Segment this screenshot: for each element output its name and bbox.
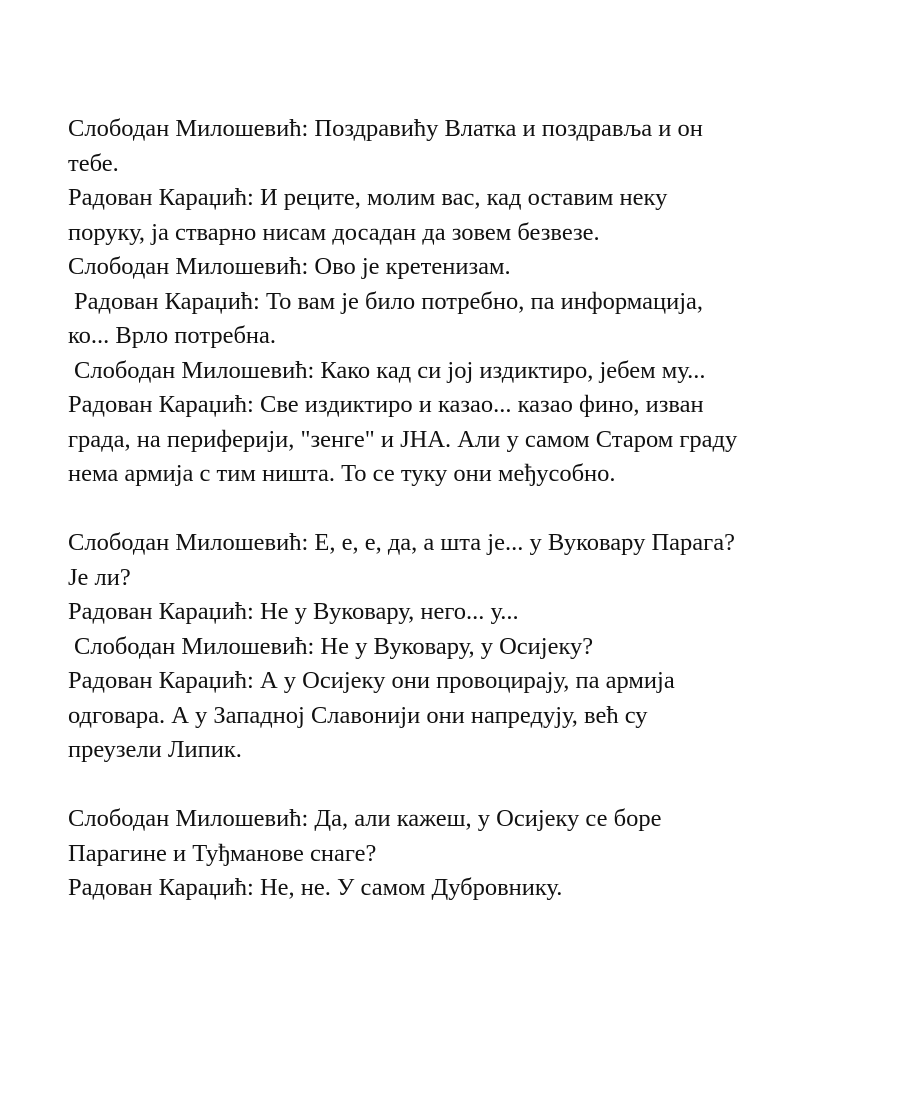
transcript-line: Слободан Милошевић: Не у Вуковару, у Осијеку? <box>74 632 594 660</box>
transcript-line: преузели Липик. <box>68 736 242 763</box>
transcript-line: Радован Караџић: Не, не. У самом Дубровнику. <box>68 874 563 901</box>
transcript-line: Слободан Милошевић: Како кад си јој издиктиро, јебем му... <box>74 356 706 384</box>
transcript-line: Радован Караџић: И реците, молим вас, кад оставим неку <box>68 184 668 211</box>
transcript-text <box>68 112 858 906</box>
transcript-line: тебе. <box>68 149 119 177</box>
transcript-line: Слободан Милошевић: Да, али кажеш, у Осијеку се боре <box>68 805 662 832</box>
transcript-line: Радован Караџић: Не у Вуковару, него... у... <box>68 598 519 625</box>
transcript-line: Радован Караџић: А у Осијеку они провоцирају, па армија <box>68 667 675 694</box>
paragraph-gap <box>68 492 858 527</box>
transcript-line: поруку, ја стварно нисам досадан да зовем безвезе. <box>68 218 600 246</box>
transcript-line: града, на периферији, "зенге" и ЈНА. Али у самом Старом граду <box>68 425 738 453</box>
transcript-line: Је ли? <box>68 563 131 591</box>
transcript-line: Радован Караџић: То вам је било потребно, па информација, <box>74 287 704 315</box>
transcript-line: Радован Караџић: Све издиктиро и казао... казао фино, изван <box>68 391 704 418</box>
paragraph-gap <box>68 768 858 803</box>
transcript-line: Слободан Милошевић: Е, е, е, да, а шта је... у Вуковару Парага? <box>68 529 735 556</box>
transcript-line: одговара. А у Западној Славонији они напредују, већ су <box>68 701 648 729</box>
transcript-line: ко... Врло потребна. <box>68 322 277 349</box>
transcript-line: нема армија с тим ништа. То се туку они међусобно. <box>68 460 616 487</box>
transcript-line: Парагине и Туђманове снаге? <box>68 839 377 867</box>
transcript-line: Слободан Милошевић: Поздравићу Влатка и поздравља и он <box>68 115 703 142</box>
transcript-line: Слободан Милошевић: Ово је кретенизам. <box>68 253 511 280</box>
